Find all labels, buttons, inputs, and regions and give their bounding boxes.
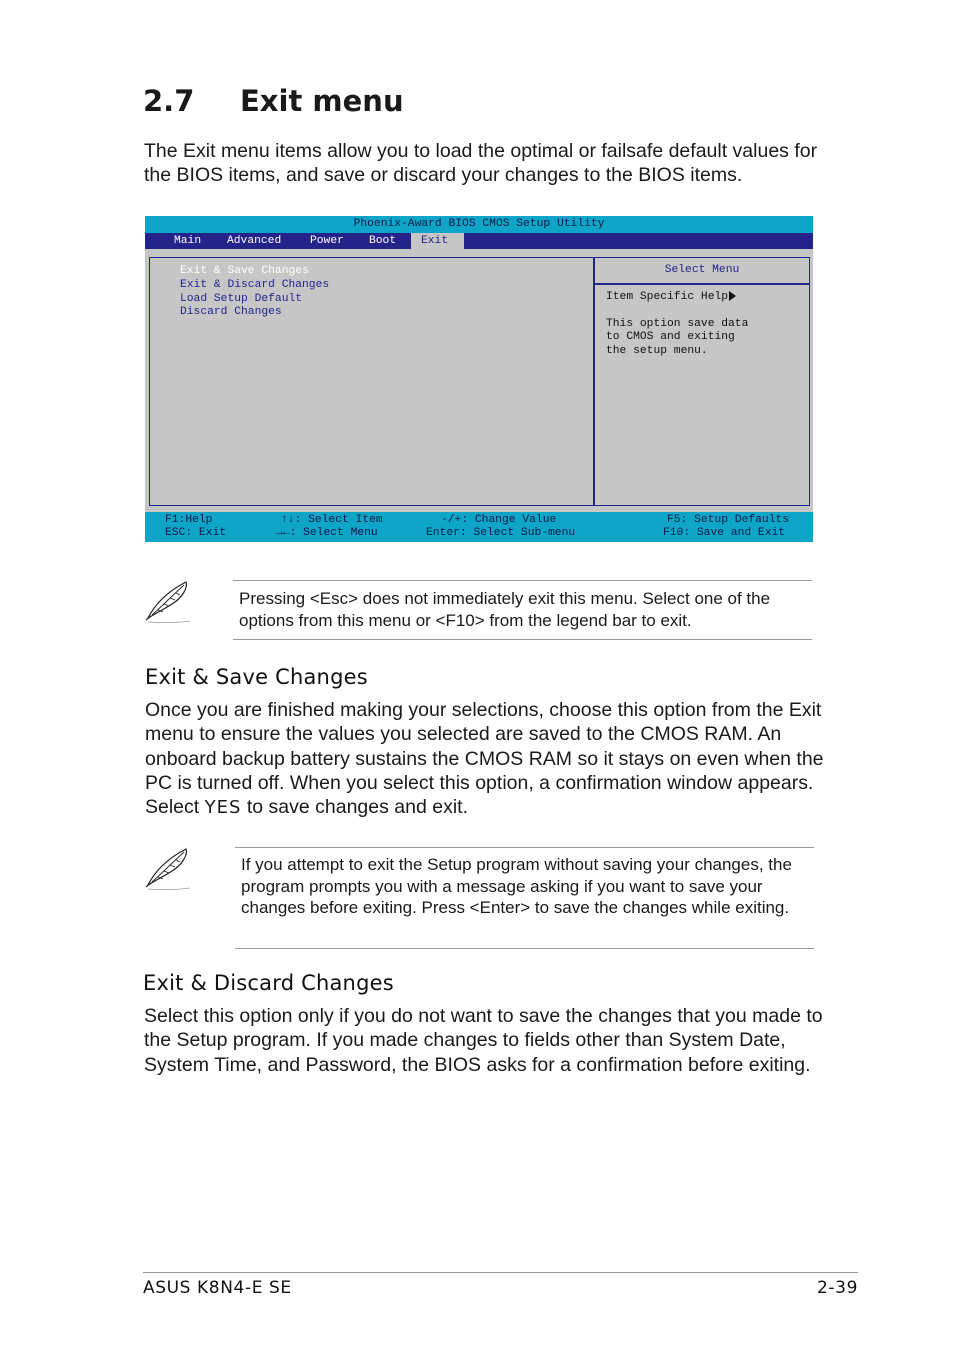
note-pen-icon — [142, 576, 198, 624]
intro-paragraph: The Exit menu items allow you to load the optimal or failsafe default values for the BIOS items, and save or discard your changes to the BIOS items. — [144, 140, 818, 187]
exit-discard-paragraph: Select this option only if you do not want to save the changes that you made to the Setup program. If you made changes to fields other than System Date, System Time, and Password, the BIOS asks for a confirmation before exiting. — [144, 1005, 823, 1076]
legend-select-menu-label: : Select Menu — [289, 527, 378, 539]
exit-save-heading: Exit & Save Changes — [145, 665, 368, 689]
triangle-right-icon — [729, 291, 736, 301]
bios-menu-panel — [149, 257, 594, 506]
bios-help-title: Item Specific Help — [606, 291, 729, 303]
exit-save-body: Once you are finished making your selections, choose this option from the Exit menu to ensure the values you selected are saved to the CMOS RAM. An onboard backup battery sustains the CMOS RAM so it stays on even when the PC is turned off. When you select this option, a confirmation window appears. Select — [145, 699, 824, 819]
legend-f5-defaults: F5: Setup Defaults — [667, 514, 790, 526]
bios-item-exit-discard[interactable]: Exit & Discard Changes — [180, 278, 330, 291]
bios-menu-list — [180, 265, 329, 320]
legend-change-value: -/+: Change Value — [441, 514, 557, 526]
bios-help-line: This option save data — [606, 317, 749, 330]
yes-keyword: YES — [204, 797, 242, 819]
legend-f10-save: F10: Save and Exit — [663, 527, 786, 539]
bios-help-header: Select Menu — [595, 258, 809, 285]
note-pen-icon — [142, 843, 198, 891]
bios-help-body — [595, 285, 809, 364]
bios-help-panel — [594, 257, 810, 506]
legend-esc-exit: ESC: Exit — [165, 527, 227, 539]
exit-discard-heading: Exit & Discard Changes — [143, 971, 394, 995]
bios-tab-advanced[interactable]: Advanced — [227, 235, 282, 247]
bios-tab-boot[interactable]: Boot — [369, 235, 397, 247]
note-top-rule — [233, 580, 812, 581]
section-title-text: Exit menu — [240, 84, 404, 118]
bios-tab-exit[interactable]: Exit — [411, 233, 464, 249]
bios-legend-bar — [145, 512, 813, 542]
legend-sub-menu: Enter: Select Sub-menu — [426, 527, 576, 539]
section-title — [143, 84, 404, 118]
left-right-arrows-icon: →← — [276, 527, 290, 539]
bios-item-discard-changes[interactable]: Discard Changes — [180, 306, 282, 319]
section-number: 2.7 — [143, 84, 195, 118]
note-save-prompt-text: If you attempt to exit the Setup program without saving your changes, the program prompts you with a message asking if you want to save your changes before exiting. Press <Enter> to save the changes while exiting. — [241, 855, 792, 917]
bios-item-load-default[interactable]: Load Setup Default — [180, 292, 303, 305]
legend-select-menu — [276, 527, 378, 540]
bios-title-bar: Phoenix-Award BIOS CMOS Setup Utility — [145, 216, 813, 233]
note-top-rule — [235, 847, 814, 848]
bios-tab-main[interactable]: Main — [174, 235, 202, 247]
bios-tab-power[interactable]: Power — [310, 235, 344, 247]
legend-f1-help: F1:Help — [165, 514, 213, 526]
bios-help-line: the setup menu. — [606, 344, 708, 357]
legend-select-item-label: : Select Item — [294, 514, 383, 526]
bios-help-line: to CMOS and exiting — [606, 331, 735, 343]
footer-rule — [143, 1272, 858, 1273]
bios-item-exit-save[interactable]: Exit & Save Changes — [180, 265, 309, 277]
exit-save-paragraph — [145, 698, 825, 820]
up-down-arrows-icon: ↑↓ — [281, 514, 295, 526]
note-bottom-rule — [235, 948, 814, 949]
bios-tab-bar — [145, 233, 813, 249]
footer-product: ASUS K8N4-E SE — [143, 1278, 292, 1298]
bios-screenshot — [145, 216, 813, 542]
legend-select-item — [281, 514, 383, 527]
exit-save-body-end: to save changes and exit. — [241, 796, 468, 819]
note-bottom-rule — [233, 639, 812, 640]
note-esc-text: Pressing <Esc> does not immediately exit this menu. Select one of the options from this menu or <F10> from the legend bar to exit. — [239, 589, 771, 630]
footer-page-number: 2-39 — [817, 1278, 858, 1298]
